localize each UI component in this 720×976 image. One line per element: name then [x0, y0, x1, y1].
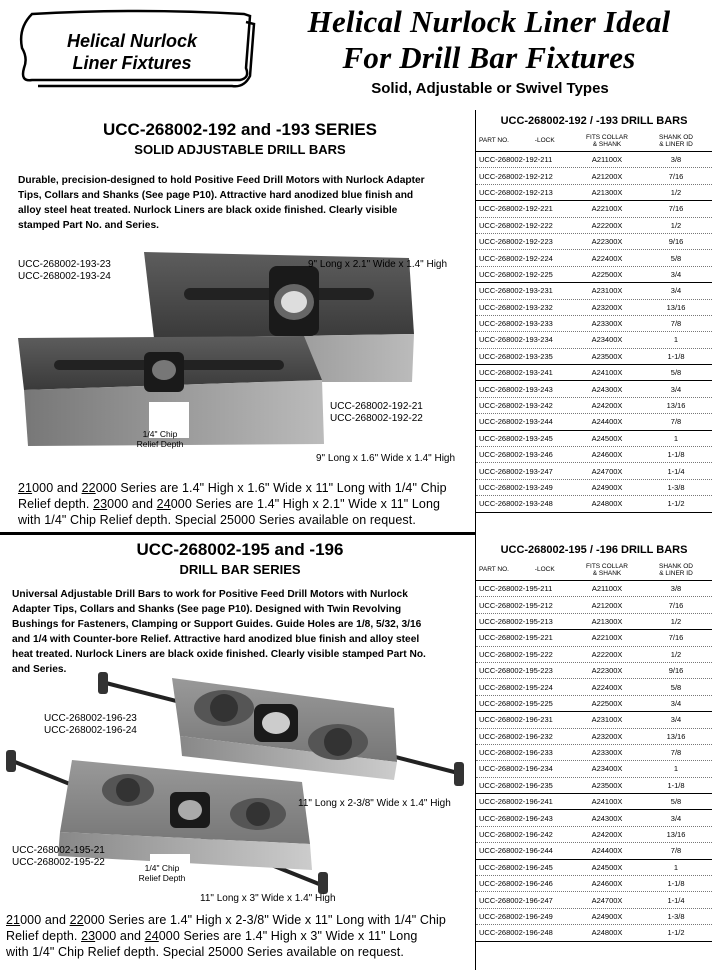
section2-subtitle: DRILL BAR SERIES: [179, 562, 301, 577]
chip-label-line: Relief Depth: [138, 873, 186, 883]
table-row: [476, 250, 712, 266]
table-row: [476, 909, 712, 925]
shank-od-cell: 1-3/8: [667, 483, 685, 492]
section2-footnote: [6, 912, 476, 960]
part-number: UCC-268002-193-24: [18, 271, 111, 282]
part-no-cell: UCC-268002-196-235: [479, 780, 553, 790]
series-number: 23: [93, 497, 108, 511]
part-no-cell: UCC-268002-193-247: [479, 466, 553, 476]
part-no-cell: UCC-268002-192-222: [479, 220, 553, 230]
part-no-cell: UCC-268002-193-234: [479, 335, 553, 345]
fits-collar-cell: A22500X: [591, 698, 623, 708]
col-fits-label: & SHANK: [592, 140, 622, 148]
section-divider: [0, 532, 476, 535]
fits-collar-cell: A24500X: [591, 862, 623, 872]
table-row: [476, 729, 712, 745]
table-row: [476, 381, 712, 397]
page-title: [258, 4, 720, 76]
table-row: [476, 696, 712, 712]
fits-collar-cell: A24700X: [591, 895, 623, 905]
shank-od-cell: 1-1/2: [667, 499, 685, 509]
shank-od-cell: 3/8: [670, 155, 682, 165]
fits-collar-cell: A24100X: [591, 368, 623, 378]
part-number: UCC-268002-196-23: [44, 713, 137, 724]
col-lock-label: -LOCK: [534, 137, 555, 144]
table-row: [476, 234, 712, 250]
shank-od-cell: 13/16: [666, 731, 686, 741]
series-number: 23: [81, 929, 96, 943]
footnote-text: Relief depth.: [6, 929, 82, 943]
table-row: [476, 712, 712, 728]
shank-od-cell: 9/16: [668, 666, 684, 676]
shank-od-cell: 1: [673, 862, 679, 872]
table-row: [476, 581, 712, 597]
table-row: [476, 810, 712, 826]
table-row: [476, 185, 712, 201]
fits-collar-cell: A24600X: [591, 450, 623, 460]
fits-collar-cell: A24200X: [591, 401, 623, 411]
chip-label-line: 1/4" Chip: [142, 429, 178, 439]
page-subtitle: Solid, Adjustable or Swivel Types: [371, 80, 609, 97]
fits-collar-cell: A22300X: [591, 666, 623, 676]
part-no-cell: UCC-268002-192-223: [479, 237, 553, 247]
shank-od-cell: 7/8: [670, 846, 682, 856]
col-fits-label: FITS COLLAR: [586, 133, 628, 141]
table-row: [476, 827, 712, 843]
table-row: [476, 218, 712, 234]
col-shank: [640, 563, 712, 577]
part-no-cell: UCC-268002-193-231: [479, 286, 553, 296]
part-no-cell: UCC-268002-196-243: [479, 813, 553, 823]
footnote-text: 000 Series are 1.4" High x 1.6" Wide x 11" Long with 1/4" Chip: [95, 481, 447, 495]
fits-collar-cell: A23400X: [591, 335, 623, 345]
part-no-cell: UCC-268002-193-243: [479, 384, 553, 394]
fits-collar-cell: A23300X: [591, 319, 623, 329]
section2-dim-bottom: 11" Long x 3" Wide x 1.4" High: [200, 893, 336, 904]
part-no-cell: UCC-268002-192-212: [479, 171, 553, 181]
fits-collar-cell: A24300X: [591, 384, 623, 394]
desc-line: and Series.: [12, 664, 67, 675]
part-number: UCC-268002-196-24: [44, 725, 137, 736]
fits-collar-cell: A23400X: [591, 764, 623, 774]
part-no-cell: UCC-268002-192-211: [479, 155, 553, 165]
shank-od-cell: 1/2: [670, 649, 682, 659]
fits-collar-cell: A23100X: [591, 286, 623, 296]
desc-line: Bushings for Fasteners, Clamping or Support Guides. Guide Holes are 1/8, 5/32, 3/16: [12, 619, 422, 630]
part-no-cell: UCC-268002-196-231: [479, 715, 553, 725]
table-row: [476, 679, 712, 695]
fits-collar-cell: A21200X: [591, 171, 623, 181]
shank-od-cell: 1: [673, 433, 679, 443]
table-header: [476, 130, 712, 152]
footnote-text: 000 Series are 1.4" High x 2-3/8" Wide x 11" Long with 1/4" Chip: [83, 913, 446, 927]
banner-line-2: Liner Fixtures: [72, 53, 192, 73]
section1-description: [18, 173, 473, 233]
shank-od-cell: 3/4: [670, 286, 682, 296]
footnote-text: 000 and: [32, 481, 82, 495]
fits-collar-cell: A22300X: [591, 237, 623, 247]
section1-part-label-bottom: [330, 401, 423, 425]
chip-label-line: 1/4" Chip: [144, 863, 180, 873]
shank-od-cell: 5/8: [670, 368, 682, 378]
fits-collar-cell: A24400X: [591, 417, 623, 427]
section1-subtitle: SOLID ADJUSTABLE DRILL BARS: [134, 142, 346, 157]
part-no-cell: UCC-268002-193-249: [479, 483, 553, 492]
part-number: UCC-268002-195-22: [12, 857, 105, 868]
section2-dim-top: 11" Long x 2-3/8" Wide x 1.4" High: [298, 798, 451, 809]
series-number: 24: [144, 929, 159, 943]
col-shank-label: & LINER ID: [659, 569, 693, 577]
section1-dim-bottom: 9" Long x 1.6" Wide x 1.4" High: [316, 453, 456, 464]
table-row: [476, 860, 712, 876]
fits-collar-cell: A21300X: [591, 616, 623, 626]
shank-od-cell: 1/2: [670, 220, 682, 230]
part-no-cell: UCC-268002-193-246: [479, 450, 553, 460]
shank-od-cell: 7/8: [670, 319, 682, 329]
shank-od-cell: 5/8: [670, 253, 682, 263]
table-row: [476, 349, 712, 365]
part-no-cell: UCC-268002-196-244: [479, 846, 553, 856]
shank-od-cell: 7/16: [668, 600, 684, 610]
footnote-line: [6, 928, 476, 944]
table-row: [476, 283, 712, 299]
table-row: [476, 365, 712, 381]
part-no-cell: UCC-268002-193-232: [479, 302, 553, 312]
fits-collar-cell: A23300X: [591, 748, 623, 758]
fits-collar-cell: A24800X: [591, 499, 623, 509]
footnote-line: with 1/4" Chip Relief depth. Special 25000 Series available on request.: [18, 513, 416, 527]
footnote-line: [18, 480, 478, 496]
shank-od-cell: 3/4: [670, 715, 682, 725]
table-row: [476, 892, 712, 908]
table-header: [476, 559, 712, 581]
footnote-text: 000 and: [95, 929, 145, 943]
desc-line: and 1/4 with Counter-bore Relief. Attractive hard anodized blue finish and alloy steel: [12, 634, 420, 645]
table-row: [476, 597, 712, 613]
footnote-line: [18, 496, 478, 512]
shank-od-cell: 7/8: [670, 748, 682, 758]
part-no-cell: UCC-268002-195-221: [479, 633, 553, 643]
fits-collar-cell: A23500X: [591, 780, 623, 790]
part-no-cell: UCC-268002-196-233: [479, 748, 553, 758]
desc-line: stamped Part No. and Series.: [18, 220, 159, 231]
shank-od-cell: 3/4: [670, 384, 682, 394]
shank-od-cell: 13/16: [666, 830, 686, 840]
shank-od-cell: 5/8: [670, 682, 682, 692]
col-fits-label: & SHANK: [592, 569, 622, 577]
table-row: [476, 398, 712, 414]
col-shank: [640, 134, 712, 148]
part-no-cell: UCC-268002-193-233: [479, 319, 553, 329]
table-row: [476, 794, 712, 810]
fits-collar-cell: A23200X: [591, 302, 623, 312]
banner-line-1: Helical Nurlock: [66, 31, 198, 51]
part-no-cell: UCC-268002-196-232: [479, 731, 553, 741]
table-row: [476, 647, 712, 663]
col-fits: [574, 563, 640, 577]
section2-part-label-bottom: [12, 845, 105, 869]
part-number: UCC-268002-192-22: [330, 413, 423, 424]
part-no-cell: UCC-268002-196-234: [479, 764, 553, 774]
table-row: [476, 316, 712, 332]
section1-chip-label: [130, 429, 190, 449]
part-no-cell: UCC-268002-196-247: [479, 895, 553, 905]
section2-part-label-top: [44, 713, 137, 737]
part-number: UCC-268002-193-23: [18, 259, 111, 270]
footnote-text: 000 and: [20, 913, 70, 927]
fits-collar-cell: A24200X: [591, 830, 623, 840]
series-number: 22: [81, 481, 96, 495]
part-no-cell: UCC-268002-192-213: [479, 187, 553, 197]
table-row: [476, 414, 712, 430]
col-shank-label: SHANK OD: [659, 133, 693, 141]
desc-line: Universal Adjustable Drill Bars to work for Positive Feed Drill Motors with Nurlock: [12, 589, 408, 600]
shank-od-cell: 5/8: [670, 797, 682, 807]
part-number: UCC-268002-192-21: [330, 401, 423, 412]
section1-part-label-top: [18, 259, 111, 283]
part-no-cell: UCC-268002-196-241: [479, 797, 553, 807]
part-no-cell: UCC-268002-193-244: [479, 417, 553, 427]
table-row: [476, 925, 712, 941]
shank-od-cell: 3/4: [670, 698, 682, 708]
section1-title: UCC-268002-192 and -193 SERIES: [102, 120, 378, 139]
banner-text: [18, 30, 246, 74]
table-row: [476, 267, 712, 283]
desc-line: alloy steel heat treated. Nurlock Liners are black oxide finished. Clearly visible: [18, 205, 398, 216]
part-no-cell: UCC-268002-196-248: [479, 928, 553, 938]
table-row: [476, 168, 712, 184]
fits-collar-cell: A21100X: [591, 155, 623, 165]
shank-od-cell: 3/4: [670, 813, 682, 823]
fits-collar-cell: A21300X: [591, 187, 623, 197]
shank-od-cell: 1/2: [670, 616, 682, 626]
footnote-line: with 1/4" Chip Relief depth. Special 25000 Series available on request.: [6, 945, 404, 959]
shank-od-cell: 1-3/8: [667, 912, 685, 921]
footnote-text: Relief depth.: [18, 497, 94, 511]
part-no-cell: UCC-268002-196-242: [479, 830, 553, 840]
col-shank-label: SHANK OD: [659, 562, 693, 570]
shank-od-cell: 3/4: [670, 269, 682, 279]
part-no-cell: UCC-268002-193-242: [479, 401, 553, 411]
section1-footnote: [18, 480, 478, 528]
footnote-text: 000 and: [107, 497, 157, 511]
fits-collar-cell: A24900X: [591, 912, 623, 921]
table-title: UCC-268002-192 / -193 DRILL BARS: [500, 115, 688, 127]
fits-collar-cell: A22100X: [591, 633, 623, 643]
shank-od-cell: 1-1/8: [667, 780, 685, 790]
footnote-line: [6, 912, 476, 928]
table-row: [476, 630, 712, 646]
col-part-label: PART NO.: [479, 566, 509, 573]
fits-collar-cell: A22500X: [591, 269, 623, 279]
series-number: 21: [18, 481, 33, 495]
table-row: [476, 480, 712, 496]
col-part-no: [476, 566, 574, 573]
desc-line: Adapter Tips, Collars and Shanks (See page P10). Designed with Twin Revolving: [12, 604, 402, 615]
part-no-cell: UCC-268002-195-213: [479, 616, 553, 626]
series-number: 24: [156, 497, 171, 511]
shank-od-cell: 1-1/4: [667, 895, 685, 905]
table-row: [476, 761, 712, 777]
fits-collar-cell: A22400X: [591, 682, 623, 692]
section2-chip-label: [132, 863, 192, 883]
part-no-cell: UCC-268002-195-212: [479, 600, 553, 610]
fits-collar-cell: A22400X: [591, 253, 623, 263]
table-row: [476, 745, 712, 761]
col-part-label: PART NO.: [479, 137, 509, 144]
part-no-cell: UCC-268002-195-225: [479, 698, 553, 708]
part-no-cell: UCC-268002-196-245: [479, 862, 553, 872]
table-body: [476, 152, 712, 513]
fits-collar-cell: A24700X: [591, 466, 623, 476]
shank-od-cell: 13/16: [666, 302, 686, 312]
shank-od-cell: 1: [673, 764, 679, 774]
series-number: 21: [6, 913, 21, 927]
shank-od-cell: 1: [673, 335, 679, 345]
page-title-line-1: Helical Nurlock Liner Ideal: [307, 4, 671, 39]
fits-collar-cell: A24100X: [591, 797, 623, 807]
fits-collar-cell: A24300X: [591, 813, 623, 823]
desc-line: heat treated. Nurlock Liners are black oxide finished. Clearly visible stamped Part No.: [12, 649, 426, 660]
shank-od-cell: 1/2: [670, 187, 682, 197]
desc-line: Tips, Collars and Shanks (See page P10). Attractive hard anodized blue finish and: [18, 190, 414, 201]
part-no-cell: UCC-268002-193-241: [479, 368, 553, 378]
part-no-cell: UCC-268002-192-224: [479, 253, 553, 263]
shank-od-cell: 1-1/8: [667, 879, 685, 889]
part-no-cell: UCC-268002-192-221: [479, 204, 553, 214]
table-row: [476, 876, 712, 892]
part-no-cell: UCC-268002-195-223: [479, 666, 553, 676]
part-no-cell: UCC-268002-195-222: [479, 649, 553, 659]
shank-od-cell: 13/16: [666, 401, 686, 411]
table-192-193: [476, 112, 712, 513]
shank-od-cell: 1-1/8: [667, 450, 685, 460]
fits-collar-cell: A24500X: [591, 433, 623, 443]
shank-od-cell: 7/8: [670, 417, 682, 427]
col-fits-label: FITS COLLAR: [586, 562, 628, 570]
table-row: [476, 614, 712, 630]
part-number: UCC-268002-195-21: [12, 845, 105, 856]
fits-collar-cell: A24800X: [591, 928, 623, 938]
footnote-text: 000 Series are 1.4" High x 2.1" Wide x 11" Long: [170, 497, 441, 511]
part-no-cell: UCC-268002-193-245: [479, 433, 553, 443]
fits-collar-cell: A23200X: [591, 731, 623, 741]
section2-title: UCC-268002-195 and -196: [136, 540, 344, 559]
table-row: [476, 463, 712, 479]
table-row: [476, 152, 712, 168]
shank-od-cell: 7/16: [668, 171, 684, 181]
col-fits: [574, 134, 640, 148]
desc-line: Durable, precision-designed to hold Positive Feed Drill Motors with Nurlock Adapter: [18, 175, 425, 186]
part-no-cell: UCC-268002-196-246: [479, 879, 553, 889]
part-no-cell: UCC-268002-195-211: [479, 584, 553, 594]
shank-od-cell: 7/16: [668, 633, 684, 643]
fits-collar-cell: A24400X: [591, 846, 623, 856]
table-title: UCC-268002-195 / -196 DRILL BARS: [500, 544, 688, 556]
fits-collar-cell: A21100X: [591, 584, 623, 594]
fits-collar-cell: A24900X: [591, 483, 623, 492]
series-number: 22: [69, 913, 84, 927]
shank-od-cell: 1-1/4: [667, 466, 685, 476]
fits-collar-cell: A23500X: [591, 351, 623, 361]
col-lock-label: -LOCK: [534, 566, 555, 573]
footnote-text: 000 Series are 1.4" High x 3" Wide x 11" Long: [158, 929, 418, 943]
banner-ribbon: [18, 8, 256, 86]
shank-od-cell: 1-1/8: [667, 351, 685, 361]
fits-collar-cell: A21200X: [591, 600, 623, 610]
chip-label-line: Relief Depth: [136, 439, 184, 449]
part-no-cell: UCC-268002-193-248: [479, 499, 553, 509]
fits-collar-cell: A22100X: [591, 204, 623, 214]
shank-od-cell: 7/16: [668, 204, 684, 214]
part-no-cell: UCC-268002-195-224: [479, 682, 553, 692]
table-row: [476, 778, 712, 794]
table-row: [476, 496, 712, 512]
col-part-no: [476, 137, 574, 144]
section1-dim-top: 9" Long x 2.1" Wide x 1.4" High: [308, 259, 448, 270]
table-row: [476, 431, 712, 447]
col-shank-label: & LINER ID: [659, 140, 693, 148]
part-no-cell: UCC-268002-192-225: [479, 269, 553, 279]
table-row: [476, 300, 712, 316]
table-body: [476, 581, 712, 942]
table-row: [476, 843, 712, 859]
fits-collar-cell: A24600X: [591, 879, 623, 889]
table-row: [476, 201, 712, 217]
shank-od-cell: 9/16: [668, 237, 684, 247]
fits-collar-cell: A23100X: [591, 715, 623, 725]
table-row: [476, 663, 712, 679]
shank-od-cell: 3/8: [670, 584, 682, 594]
part-no-cell: UCC-268002-196-249: [479, 912, 553, 921]
fits-collar-cell: A22200X: [591, 220, 623, 230]
shank-od-cell: 1-1/2: [667, 928, 685, 938]
fits-collar-cell: A22200X: [591, 649, 623, 659]
table-195-196: [476, 541, 712, 942]
page-title-line-2: For Drill Bar Fixtures: [342, 40, 636, 75]
part-no-cell: UCC-268002-193-235: [479, 351, 553, 361]
table-row: [476, 332, 712, 348]
table-row: [476, 447, 712, 463]
